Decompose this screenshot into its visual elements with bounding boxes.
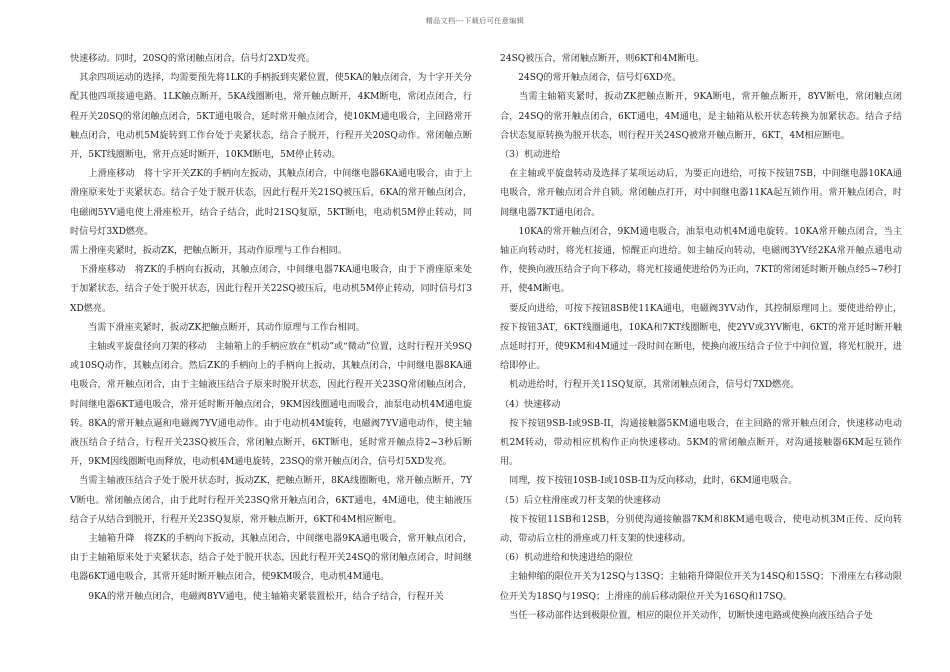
paragraph: 要反向进给，可按下按钮8SB使11KA通电，电磁阀3YV动作，其控制原理同上。要使进给停止，按下按钮3AT，6KT线圈通电，10KA和7KT线圈断电，使2YV或3YV断电，6KT的常开延时断开触点延时打开，使9KM和4M通过一段时间在断电，使换向液压结合子位于中间位置，将光杠脱开，进给即停止。 — [500, 303, 902, 372]
right-column — [500, 50, 902, 626]
paragraph: 下滑座移动 将ZK的手柄向右扳动，其触点闭合，中间继电器7KA通电吸合，由于下滑座原来处于加紧状态，结合子处于脱开状态，因此行程开关22SQ被压后，电动机5M停止转动，同时信号灯3XD燃亮。 — [70, 265, 472, 314]
paragraph: 当需主轴液压结合子处于脱开状态时，扳动ZK，把触点断开，8KA线圈断电，常开触点断开，7YV断电。常闭触点闭合，由于此时行程开关23SQ常开触点闭合，6KT通电，4M通电，使主轴液压结合子从结合到脱开，行程开关23SQ复原，常开触点断开，6KT和4M相应断电。 — [70, 476, 472, 525]
paragraph: 当需下滑座夹紧时，扳动ZK把触点断开，其动作原理与工作台相同。 — [70, 322, 366, 333]
section-heading: （5）后立柱滑座或刀杆支架的快速移动 — [500, 495, 661, 506]
paragraph: 24SQ被压合，常闭触点断开，则6KT和4M断电。 — [500, 54, 705, 64]
paragraph: 主轴或平旋盘径向刀架的移动 主轴箱上的手柄应放在“机动”或“微动”位置，这时行程开关9SQ或10SQ动作，其触点闭合。然后ZK的手柄向上的手柄向上扳动，其触点闭合，中间继电器8KA通电吸合，常开触点闭合，由于主轴液压结合子原来时脱开状态，因此行程开关23SQ常闭触点闭合，时间继电器6KT通电吸合，常开延时断开触点闭合，9KM因线圈通电而吸合，油泵电动机4M通电旋转。8KA的常开触点逼和电磁阀7YV通电动作。由于电动机4M旋转，电磁阀7YV通电动作，使主轴液压结合子结合，行程开关23SQ被压合，常闭触点断开，6KT断电，延时常开触点待2~3秒后断开，9KM因线圈断电而释放，电动机4M通电旋转，23SQ的常开触点闭合，信号灯5XD发亮。 — [70, 342, 472, 468]
paragraph: 其余四项运动的选择，均需要预先将1LK的手柄扳到夹紧位置，使5KA的触点闭合，为十字开关分配其他四项接通电路。1LK触点断开，5KA线圈断电，常开触点断开，4KM断电，常闭点闭合，行程开关20SQ的常闭触点闭合，5KT通电吸合，延时常开触点闭合，使10KM通电吸合，主回路常开触点闭合，电动机5M旋转到工作台处于夹紧状态，结合子脱开，行程开关20SQ动作。常闭触点断开，5KT线圈断电，常开点延时断开，10KM断电，5M停止转动。 — [70, 73, 472, 161]
page-header: 精品文档---下载后可任意编辑 — [425, 17, 525, 25]
paragraph: 主轴伸缩的限位开关为12SQ与13SQ；主轴箱升降限位开关为14SQ和15SQ；下滑座左右移动限位开关为18SQ与19SQ；上滑座的前后移动限位开关为16SQ和17SQ。 — [500, 572, 902, 602]
paragraph: 快速移动。同时，20SQ的常闭触点闭合，信号灯2XD发亮。 — [70, 54, 315, 64]
paragraph: 24SQ的常开触点闭合，信号灯6XD亮。 — [500, 73, 682, 84]
paragraph: 同理，按下按钮10SB-I或10SB-II为反向移动，此时，6KM通电吸合。 — [500, 476, 798, 487]
paragraph: 上滑座移动 将十字开关ZK的手柄向左扳动，其触点闭合，中间继电器6KA通电吸合，由于上滑座原来处于夹紧状态。结合子处于脱开状态，因此行程开关21SQ被压后，6KA的常开触点闭合，电磁阀5YV通电使上滑座松开，结合子结合，此时21SQ复原，5KT断电，电动机5M停止转动，同时信号灯3XD燃亮。 — [70, 169, 472, 237]
paragraph: 当任一移动部件达到极限位置，相应的限位开关动作，切断快速电路或使换向液压结合子处 — [500, 610, 873, 621]
left-column — [70, 50, 472, 607]
paragraph: 按下按钮9SB-I或9SB-II，沟通接触器5KM通电吸合，在主回路的常开触点闭合，快速移动电动机2M转动，带动相应机构作正向快速移动。5KM的常闭触点断开，对沟通接触器6KM起互锁作用。 — [500, 418, 902, 468]
paragraph: 10KA的常开触点闭合，9KM通电吸合，油泵电动机4M通电旋转。10KA常开触点闭合，当主轴正向转动时，将光杠接通，惊醒正向进给。如主轴反向转动，电磁阀3YV经2KA常开触点通电动作，使换向液压结合子向下移动，将光杠接通使进给仍为正向，7KT的常闭延时断开触点经5~7秒打开，使4M断电。 — [500, 226, 902, 295]
paragraph: 9KA的常开触点闭合，电磁阀8YV通电，使主轴箱夹紧装置松开，结合子结合，行程开关 — [70, 591, 444, 602]
section-heading: （4）快速移动 — [500, 399, 561, 410]
section-heading: （6）机动进给和快速进给的限位 — [500, 553, 634, 564]
paragraph: 主轴箱升降 将ZK的手柄向下扳动，其触点闭合，中间继电器9KA通电吸合，常开触点闭合，由于主轴箱原来处于夹紧状态，结合子处于脱开状态，因此行程开关24SQ的常闭触点闭合，时间继电器6KT通电吸合，其常开延时断开触点闭合，使9KM吸合，电动机4M通电。 — [70, 534, 472, 583]
paragraph: 按下按钮11SB和12SB，分别使沟通接触器7KM和8KM通电吸合，使电动机3M正传、反向转动，带动后立柱的滑座或刀杆支架的快速移动。 — [500, 514, 902, 545]
paragraph: 需上滑座夹紧时，扳动ZK，把触点断开，其动作原理与工作台相同。 — [70, 246, 347, 257]
paragraph: 机动进给时，行程开关11SQ复原，其常闭触点闭合，信号灯7XD燃亮。 — [500, 380, 800, 391]
paragraph: 在主轴或平旋盘转动及选择了某项运动后，为要正向进给，可按下按钮7SB，中间继电器10KA通电吸合，常开触点闭合并自锁。常闭触点打开，对中间继电器11KA起互锁作用。常开触点闭合，时间继电器7KT通电闭合。 — [500, 169, 902, 218]
paragraph: 当需主轴箱夹紧时，扳动ZK把触点断开，9KA断电，常开触点断开，8YV断电，常闭触点闭合，24SQ的常开触点闭合，6KT通电，4M通电，是主轴箱从松开状态转换为加紧状态。结合子结合状态复原转换为脱开状态，则行程开关24SQ被常开触点断开，6KT，4M相应断电。 — [500, 92, 902, 141]
section-heading: （3）机动进给 — [500, 150, 561, 161]
